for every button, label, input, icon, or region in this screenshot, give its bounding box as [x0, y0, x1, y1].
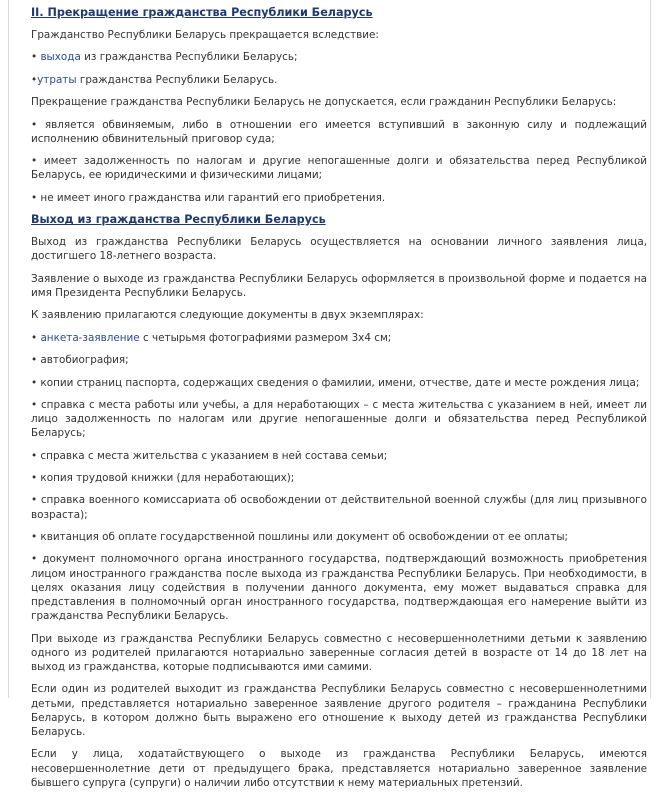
paragraph-children-consent: При выходе из гражданства Республики Беларусь совместно с несовершеннолетними детьми к заявлению одного из родителей прилагаются нотариально заверенные согласия детей в возрасте от 14 до 18 лет на выход из гражданства, которые подписываются ими самими. — [31, 632, 647, 674]
list-item-doc-residence-certificate: • справка с места жительства с указанием в ней состава семьи; — [31, 449, 388, 462]
list-item-doc-employment-book: • копия трудовой книжки (для неработающих); — [31, 472, 295, 485]
paragraph-exit-application: Заявление о выходе из гражданства Республики Беларусь оформляется в произвольной форме и подается на имя Президента Республики Беларусь. — [31, 272, 647, 299]
page-frame — [8, 0, 651, 789]
paragraph-previous-marriage: Если у лица, ходатайствующего о выходе из гражданства Республики Беларусь, имеются несовершеннолетние дети от предыдущего брака, представляется нотариально заверенное заявление бывшего супруга (супруги) о наличии либо отсутствии к нему материальных претензий. — [31, 748, 647, 789]
bullet: • — [31, 331, 41, 344]
bullet: • — [31, 73, 38, 86]
bullet: • — [31, 51, 41, 64]
section-heading-exit-link[interactable]: Выход из гражданства Республики Беларусь — [31, 213, 326, 227]
list-item-condition-accused: • является обвиняемым, либо в отношении его имеется вступивший в законную силу и подлежащий исполнению обвинительный приговор суда; — [31, 118, 647, 145]
reason-exit-text: из гражданства Республики Беларусь; — [80, 51, 298, 64]
doc-questionnaire-text: с четырьмя фотографиями размером 3х4 см; — [139, 331, 392, 344]
list-item-doc-questionnaire — [31, 331, 647, 345]
link-questionnaire[interactable]: анкета-заявление — [40, 331, 140, 344]
list-item-doc-passport: • копии страниц паспорта, содержащих сведения о фамилии, имени, отчестве, дате и месте рождения лица; — [31, 376, 640, 389]
list-item-condition-no-other-citizenship: • не имеет иного гражданства или гарантий его приобретения. — [31, 191, 386, 204]
list-item-doc-work-certificate: • справка с места работы или учебы, а для неработающих – с места жительства с указанием в ней, имеет ли лицо задолженность по налогам или другие непогашенные долги и обязательства перед Республикой Беларусь; — [31, 398, 647, 440]
paragraph-exit-basis: Выход из гражданства Республики Беларусь осуществляется на основании личного заявления лица, достигшего 18-летнего возраста. — [31, 236, 647, 263]
list-item-reason-exit — [31, 50, 647, 64]
link-loss[interactable]: утраты — [37, 73, 77, 86]
paragraph-not-allowed: Прекращение гражданства Республики Беларусь не допускается, если гражданин Республики Беларусь: — [31, 96, 617, 109]
list-item-reason-loss — [31, 73, 647, 87]
list-item-doc-fee-receipt: • квитанция об оплате государственной пошлины или документ об освобождении от ее оплаты; — [31, 531, 569, 544]
list-item-doc-foreign-authority: • документ полномочного органа иностранного государства, подтверждающий возможность приобретения лицом иностранного гражданства после выхода из гражданства Республики Беларусь. При необходимости, в целях оказания лицу содействия в получении данного документа, ему может выдаваться справка для представления в полномочный орган иностранного государства, подтверждающая его намерение выйти из гражданства Республики Беларусь. — [31, 553, 647, 623]
paragraph-other-parent: Если один из родителей выходит из гражданства Республики Беларусь совместно с несовершеннолетними детьми, представляется нотариально заверенное заявление другого родителя – гражданина Республики Беларусь, в котором должно быть выражено его отношение к выходу детей из гражданства Республики Беларусь. — [31, 683, 647, 739]
paragraph-termination-intro: Гражданство Республики Беларусь прекращается вследствие: — [31, 29, 379, 41]
section-heading-termination: II. Прекращение гражданства Республики Беларусь — [31, 6, 373, 19]
list-item-condition-debts: • имеет задолженность по налогам и другие непогашенные долги и обязательства перед Республикой Беларусь, ее юридическими и физическими лицами; — [31, 155, 647, 182]
link-exit[interactable]: выхода — [40, 51, 81, 64]
article-content — [31, 6, 647, 798]
list-item-doc-autobiography: • автобиография; — [31, 354, 129, 367]
list-item-doc-military-certificate: • справка военного комиссариата об освобождении от действительной военной службы (для лиц призывного возраста); — [31, 494, 647, 521]
paragraph-documents-intro: К заявлению прилагаются следующие документы в двух экземплярах: — [31, 309, 424, 322]
reason-loss-text: гражданства Республики Беларусь. — [76, 73, 278, 86]
